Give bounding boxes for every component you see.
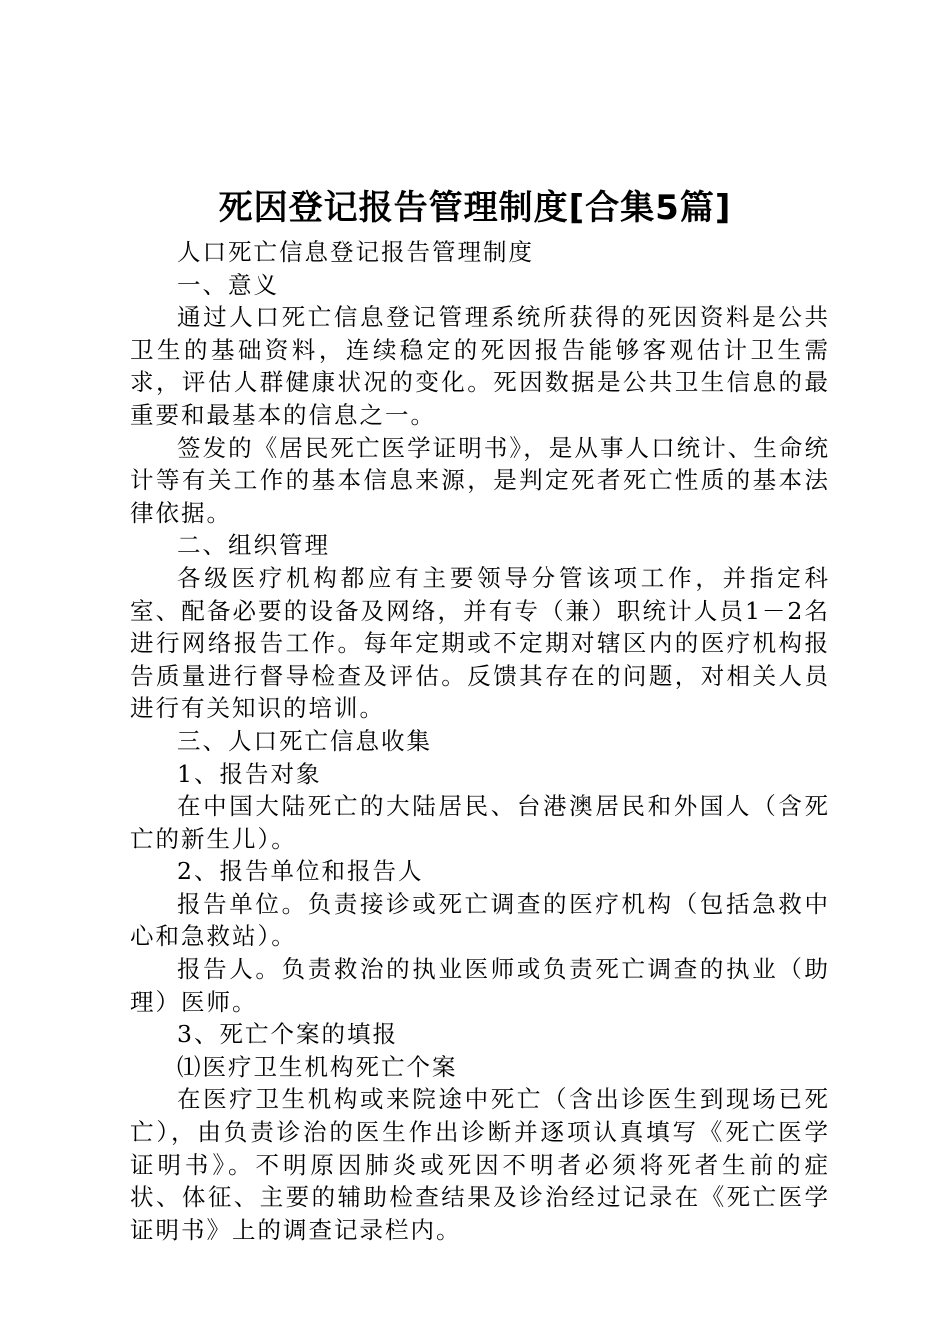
body-paragraph: 报告人。负责救治的执业医师或负责死亡调查的执业（助理）医师。 [130,955,830,1016]
body-paragraph: 报告单位。负责接诊或死亡调查的医疗机构（包括急救中心和急救站）。 [130,889,830,951]
body-paragraph: 通过人口死亡信息登记管理系统所获得的死因资料是公共卫生的基础资料，连续稳定的死因报告能够客观估计卫生需求，评估人群健康状况的变化。死因数据是公共卫生信息的最重要和最基本的信息之一。 [130,303,830,429]
subsection-heading-report-unit: 2、报告单位和报告人 [177,857,424,886]
body-paragraph: 在中国大陆死亡的大陆居民、台港澳居民和外国人（含死亡的新生儿）。 [130,792,830,853]
section-heading-significance: 一、意义 [177,270,279,299]
subsection-heading-case-filing: 3、死亡个案的填报 [177,1020,398,1049]
subtitle-paragraph: 人口死亡信息登记报告管理制度 [177,238,534,266]
section-heading-collection: 三、人口死亡信息收集 [177,726,432,755]
section-heading-organization: 二、组织管理 [177,531,330,560]
subsection-heading-report-target: 1、报告对象 [177,759,322,788]
body-paragraph: 在医疗卫生机构或来院途中死亡（含出诊医生到现场已死亡），由负责诊治的医生作出诊断并逐项认真填写《死亡医学证明书》。不明原因肺炎或死因不明者必须将死者生前的症状、体征、主要的辅助检查结果及诊治经过记录在《死亡医学证明书》上的调查记录栏内。 [130,1085,830,1244]
body-paragraph: 各级医疗机构都应有主要领导分管该项工作，并指定科室、配备必要的设备及网络，并有专（兼）职统计人员1－2名进行网络报告工作。每年定期或不定期对辖区内的医疗机构报告质量进行督导检查及评估。反馈其存在的问题，对相关人员进行有关知识的培训。 [130,563,830,723]
document-body [130,236,830,1246]
body-paragraph: 签发的《居民死亡医学证明书》，是从事人口统计、生命统计等有关工作的基本信息来源，是判定死者死亡性质的基本法律依据。 [130,433,830,527]
document-title: 死因登记报告管理制度[合集5篇] [218,188,732,228]
subsection-heading-medical-institution: ⑴医疗卫生机构死亡个案 [177,1052,458,1081]
